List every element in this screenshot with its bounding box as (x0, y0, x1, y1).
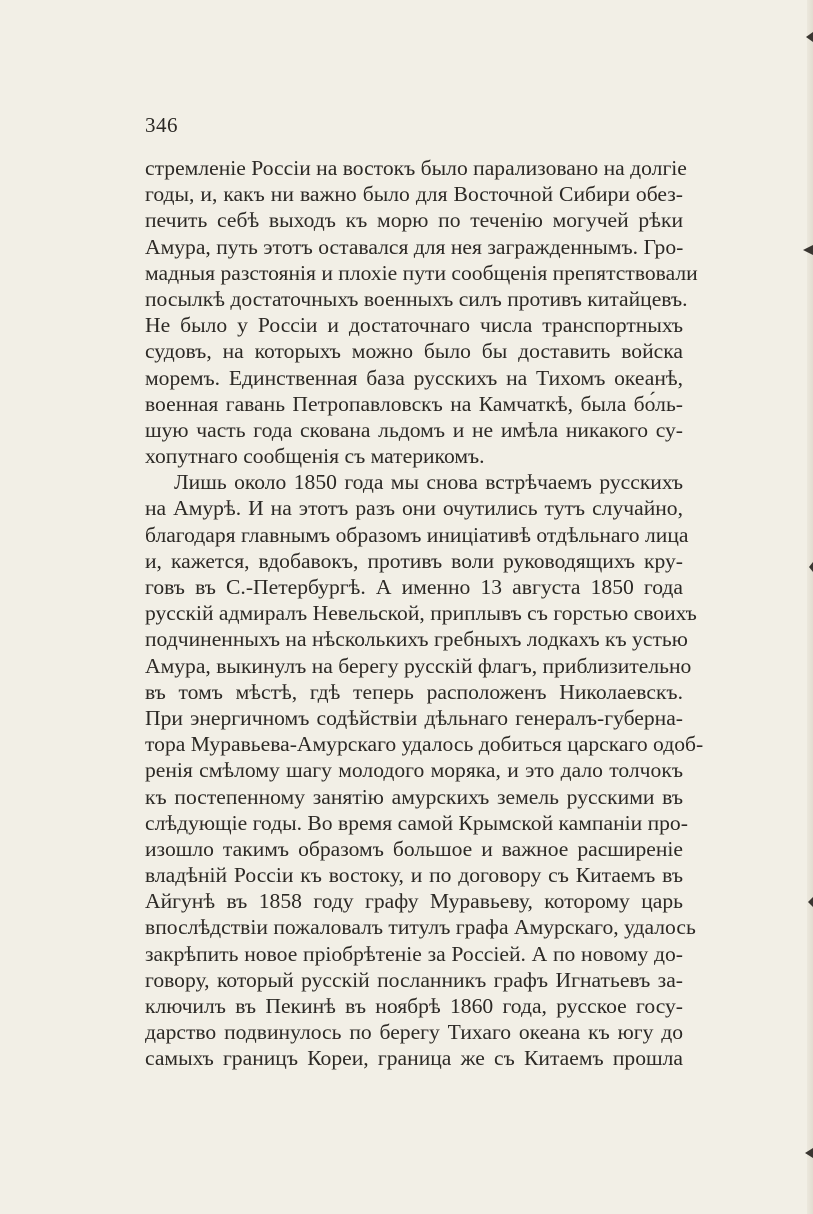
text-line: самыхъ границъ Кореи, граница же съ Китаемъ прошла (145, 1046, 683, 1071)
page-number: 346 (145, 113, 178, 137)
text-line: русскій адмиралъ Невельской, приплывъ съ горстью своихъ (145, 601, 697, 626)
text-line: посылкѣ достаточныхъ военныхъ силъ противъ китайцевъ. (145, 286, 688, 311)
text-line: подчиненныхъ на нѣсколькихъ гребныхъ лодкахъ къ устью (145, 627, 688, 652)
text-line: изошло такимъ образомъ большое и важное расширеніе (145, 836, 683, 861)
text-line: на Амурѣ. И на этотъ разъ они очутились тутъ случайно, (145, 496, 683, 521)
text-line: тора Муравьева-Амурскаго удалось добиться царскаго одоб- (145, 732, 704, 757)
text-line: ренія смѣлому шагу молодого моряка, и это дало толчокъ (145, 758, 683, 783)
text-line: стремленіе Россіи на востокъ было парализовано на долгіе (145, 156, 687, 180)
text-line: закрѣпить новое пріобрѣтеніе за Россіей. А по новому до- (145, 941, 683, 966)
text-line: При энергичномъ содѣйствіи дѣльнаго генералъ-губерна- (145, 705, 683, 730)
edge-mark (809, 562, 813, 572)
text-line: и, кажется, вдобавокъ, противъ воли руководящихъ кру- (145, 548, 683, 573)
text-line: ключилъ въ Пекинѣ въ ноябрѣ 1860 года, русское госу- (145, 994, 683, 1018)
text-line: мадныя разстоянія и плохіе пути сообщенія препятствовали (145, 260, 698, 285)
text-line: хопутнаго сообщенія съ материкомъ. (145, 444, 485, 469)
edge-mark (808, 897, 813, 907)
text-line: судовъ, на которыхъ можно было бы доставить войска (145, 339, 683, 364)
text-line: Амура, путь этотъ оставался для нея загражденнымъ. Гро- (145, 234, 684, 259)
text-line: слѣдующіе годы. Во время самой Крымской кампаніи про- (145, 810, 688, 835)
text-line: къ постепенному занятію амурскихъ земель русскими въ (145, 784, 683, 809)
body-text (145, 155, 704, 1072)
edge-mark (806, 32, 813, 42)
text-line: въ томъ мѣстѣ, гдѣ теперь расположенъ Николаевскъ. (145, 679, 683, 704)
text-line: благодаря главнымъ образомъ иниціативѣ отдѣльнаго лица (145, 522, 689, 547)
text-line: владѣній Россіи къ востоку, и по договору съ Китаемъ въ (145, 863, 683, 888)
edge-mark (805, 1148, 813, 1158)
text-line: моремъ. Единственная база русскихъ на Тихомъ океанѣ, (145, 365, 683, 390)
text-line: шую часть года скована льдомъ и не имѣла никакого су- (145, 417, 683, 442)
page-edge (807, 0, 813, 1214)
text-line: Лишь около 1850 года мы снова встрѣчаемъ русскихъ (174, 470, 683, 495)
text-line: печить себѣ выходъ къ морю по теченію могучей рѣки (145, 208, 683, 233)
text-line: Айгунѣ въ 1858 году графу Муравьеву, которому царь (145, 889, 683, 914)
text-line: Амура, выкинулъ на берегу русскій флагъ, приблизительно (145, 653, 692, 678)
text-line: впослѣдствіи пожаловалъ титулъ графа Амурскаго, удалось (145, 915, 696, 940)
text-line: военная гавань Петропавловскъ на Камчаткѣ, была бо́ль- (145, 391, 683, 416)
text-line: говору, который русскій посланникъ графъ Игнатьевъ за- (145, 967, 683, 992)
text-line: годы, и, какъ ни важно было для Восточной Сибири обез- (145, 182, 683, 207)
text-line: говъ въ С.-Петербургѣ. А именно 13 августа 1850 года (145, 575, 683, 599)
edge-mark (803, 245, 813, 255)
text-line: Не было у Россіи и достаточнаго числа транспортныхъ (145, 313, 683, 338)
text-line: дарство подвинулось по берегу Тихаго океана къ югу до (145, 1020, 683, 1045)
